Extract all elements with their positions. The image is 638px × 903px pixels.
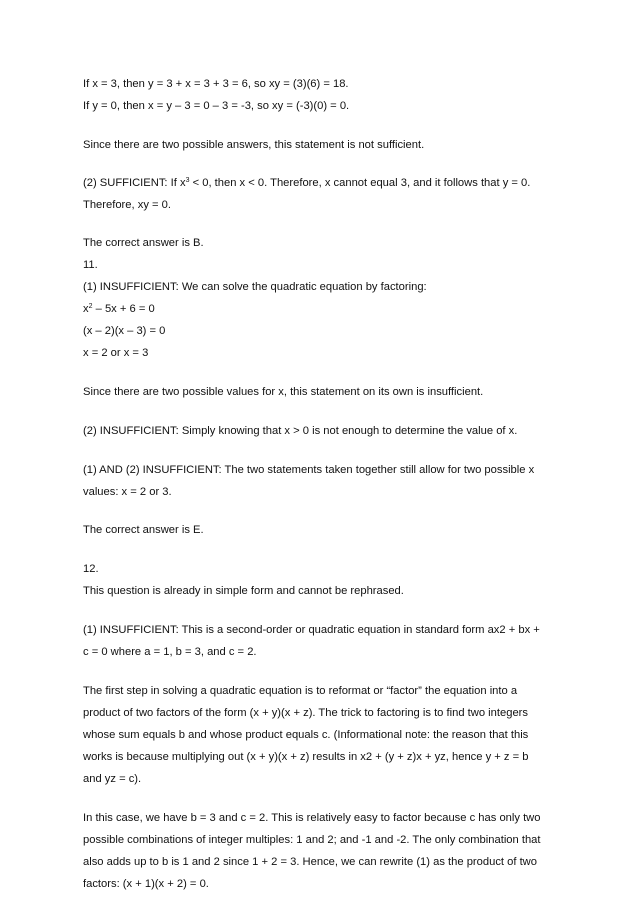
text-line: 12. (83, 563, 99, 575)
text-line: (1) INSUFFICIENT: This is a second-order or quadratic equation in standard form ax2 + bx + (83, 624, 540, 636)
text-line: values: x = 2 or 3. (83, 486, 172, 498)
text-line-superscript (83, 176, 530, 190)
text-line: The correct answer is B. (83, 237, 204, 249)
text-line: factors: (x + 1)(x + 2) = 0. (83, 878, 209, 890)
text-line: x = 2 or x = 3 (83, 347, 149, 359)
text-line: (2) INSUFFICIENT: Simply knowing that x > 0 is not enough to determine the value of x. (83, 425, 518, 437)
text-line: The first step in solving a quadratic equation is to reformat or “factor” the equation into a (83, 685, 518, 697)
text-line: Therefore, xy = 0. (83, 199, 171, 211)
text-line: In this case, we have b = 3 and c = 2. This is relatively easy to factor because c has only two (83, 812, 541, 824)
text-fragment: – 5x + 6 = 0 (92, 303, 155, 315)
text-line-superscript (83, 302, 155, 316)
text-line: The correct answer is E. (83, 524, 204, 536)
text-line: If x = 3, then y = 3 + x = 3 + 3 = 6, so xy = (3)(6) = 18. (83, 78, 349, 90)
text-line: Since there are two possible values for x, this statement on its own is insufficient. (83, 386, 484, 398)
text-line: This question is already in simple form and cannot be rephrased. (83, 585, 404, 597)
text-line: (1) AND (2) INSUFFICIENT: The two statements taken together still allow for two possible x (83, 464, 535, 476)
text-line: If y = 0, then x = y – 3 = 0 – 3 = -3, so xy = (-3)(0) = 0. (83, 100, 350, 112)
superscript: 3 (185, 177, 190, 184)
text-line: and yz = c). (83, 773, 142, 785)
text-line: possible combinations of integer multiples: 1 and 2; and -1 and -2. The only combination that (83, 834, 541, 846)
superscript: 2 (88, 303, 93, 310)
text-line: (x – 2)(x – 3) = 0 (83, 325, 166, 337)
text-line: c = 0 where a = 1, b = 3, and c = 2. (83, 646, 257, 658)
text-line: works is because multiplying out (x + y)(x + z) results in x2 + (y + z)x + yz, hence y + z = b (83, 751, 529, 763)
text-fragment: < 0, then x < 0. Therefore, x cannot equal 3, and it follows that y = 0. (189, 177, 531, 189)
text-line: 11. (83, 259, 98, 271)
text-line: Since there are two possible answers, this statement is not sufficient. (83, 139, 425, 151)
text-line: also adds up to b is 1 and 2 since 1 + 2 = 3. Hence, we can rewrite (1) as the product of two (83, 856, 537, 868)
text-line: whose sum equals b and whose product equals c. (Informational note: the reason that this (83, 729, 529, 741)
text-line: (1) INSUFFICIENT: We can solve the quadratic equation by factoring: (83, 281, 427, 293)
text-line: product of two factors of the form (x + y)(x + z). The trick to factoring is to find two integers (83, 707, 528, 719)
text-fragment: x (83, 303, 89, 315)
text-fragment: (2) SUFFICIENT: If x (83, 177, 186, 189)
